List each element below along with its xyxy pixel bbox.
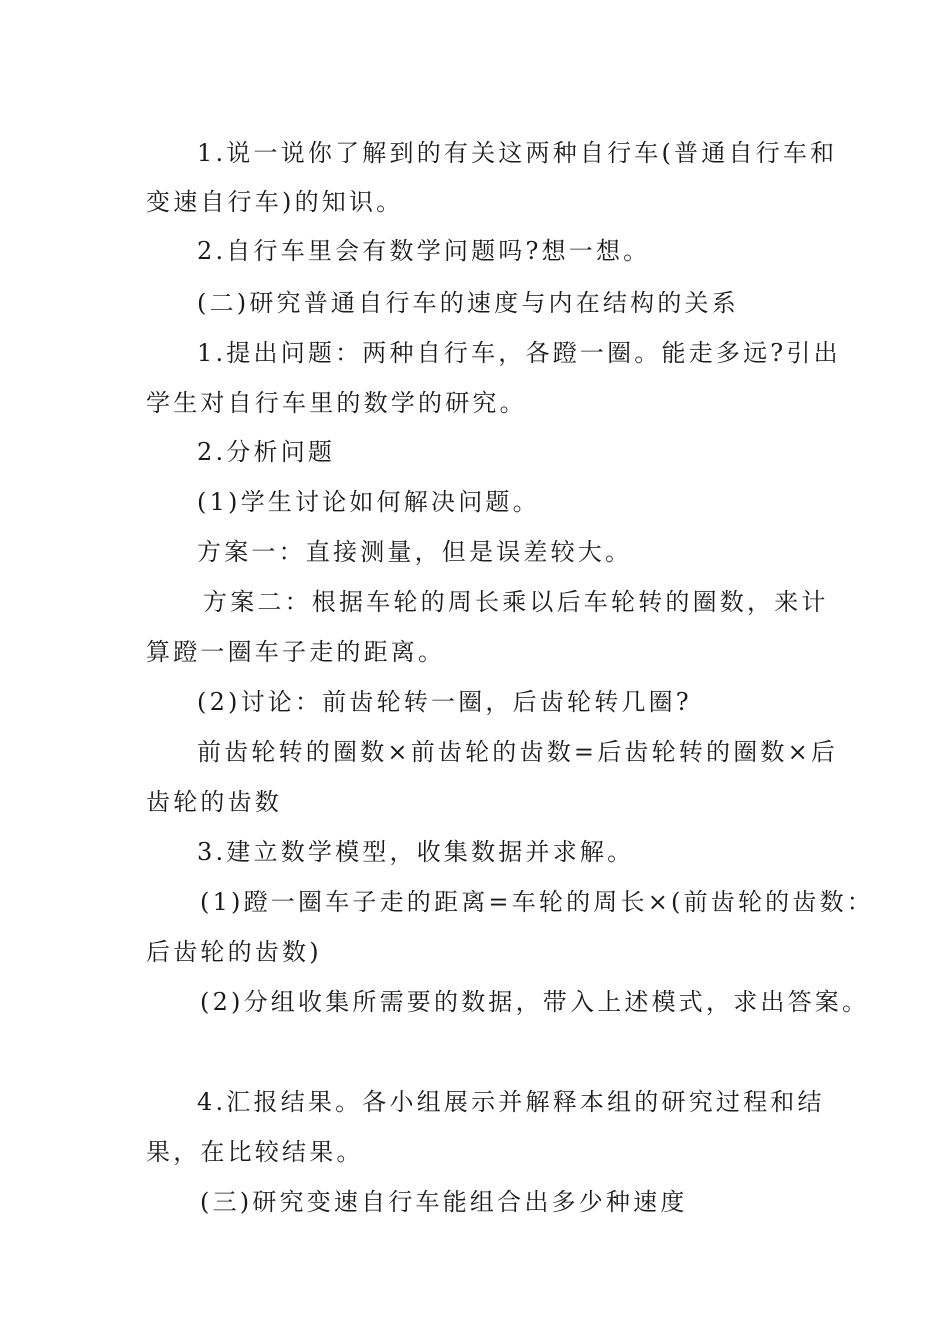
text-line-12: (2)讨论：前齿轮转一圈，后齿轮转几圈? (197, 688, 692, 716)
text-line-20: 果，在比较结果。 (146, 1138, 364, 1166)
text-line-16: (1)蹬一圈车子走的距离=车轮的周长×(前齿轮的齿数： (200, 888, 874, 916)
text-line-19: 4.汇报结果。各小组展示并解释本组的研究过程和结 (197, 1088, 825, 1116)
text-line-6: 学生对自行车里的数学的研究。 (146, 389, 527, 417)
text-line-11: 算蹬一圈车子走的距离。 (146, 638, 446, 666)
text-line-18: (2)分组收集所需要的数据，带入上述模式，求出答案。 (200, 988, 870, 1016)
text-line-15: 3.建立数学模型，收集数据并求解。 (197, 838, 635, 866)
text-line-5: 1.提出问题：两种自行车，各蹬一圈。能走多远?引出 (197, 339, 841, 367)
text-line-21: (三)研究变速自行车能组合出多少种速度 (200, 1188, 688, 1216)
text-line-14: 齿轮的齿数 (146, 788, 282, 816)
text-line-17: 后齿轮的齿数) (146, 938, 322, 966)
text-line-4: (二)研究普通自行车的速度与内在结构的关系 (197, 289, 739, 317)
text-line-1: 1.说一说你了解到的有关这两种自行车(普通自行车和 (197, 139, 838, 167)
text-line-13: 前齿轮转的圈数×前齿轮的齿数=后齿轮转的圈数×后 (197, 738, 839, 766)
text-line-10: 方案二：根据车轮的周长乘以后车轮转的圈数，来计 (203, 588, 829, 616)
text-line-2: 变速自行车)的知识。 (146, 188, 404, 216)
text-line-9: 方案一：直接测量，但是误差较大。 (197, 538, 633, 566)
text-line-8: (1)学生讨论如何解决问题。 (197, 488, 540, 516)
text-line-3: 2.自行车里会有数学问题吗?想一想。 (197, 237, 651, 265)
text-line-7: 2.分析问题 (197, 438, 336, 466)
